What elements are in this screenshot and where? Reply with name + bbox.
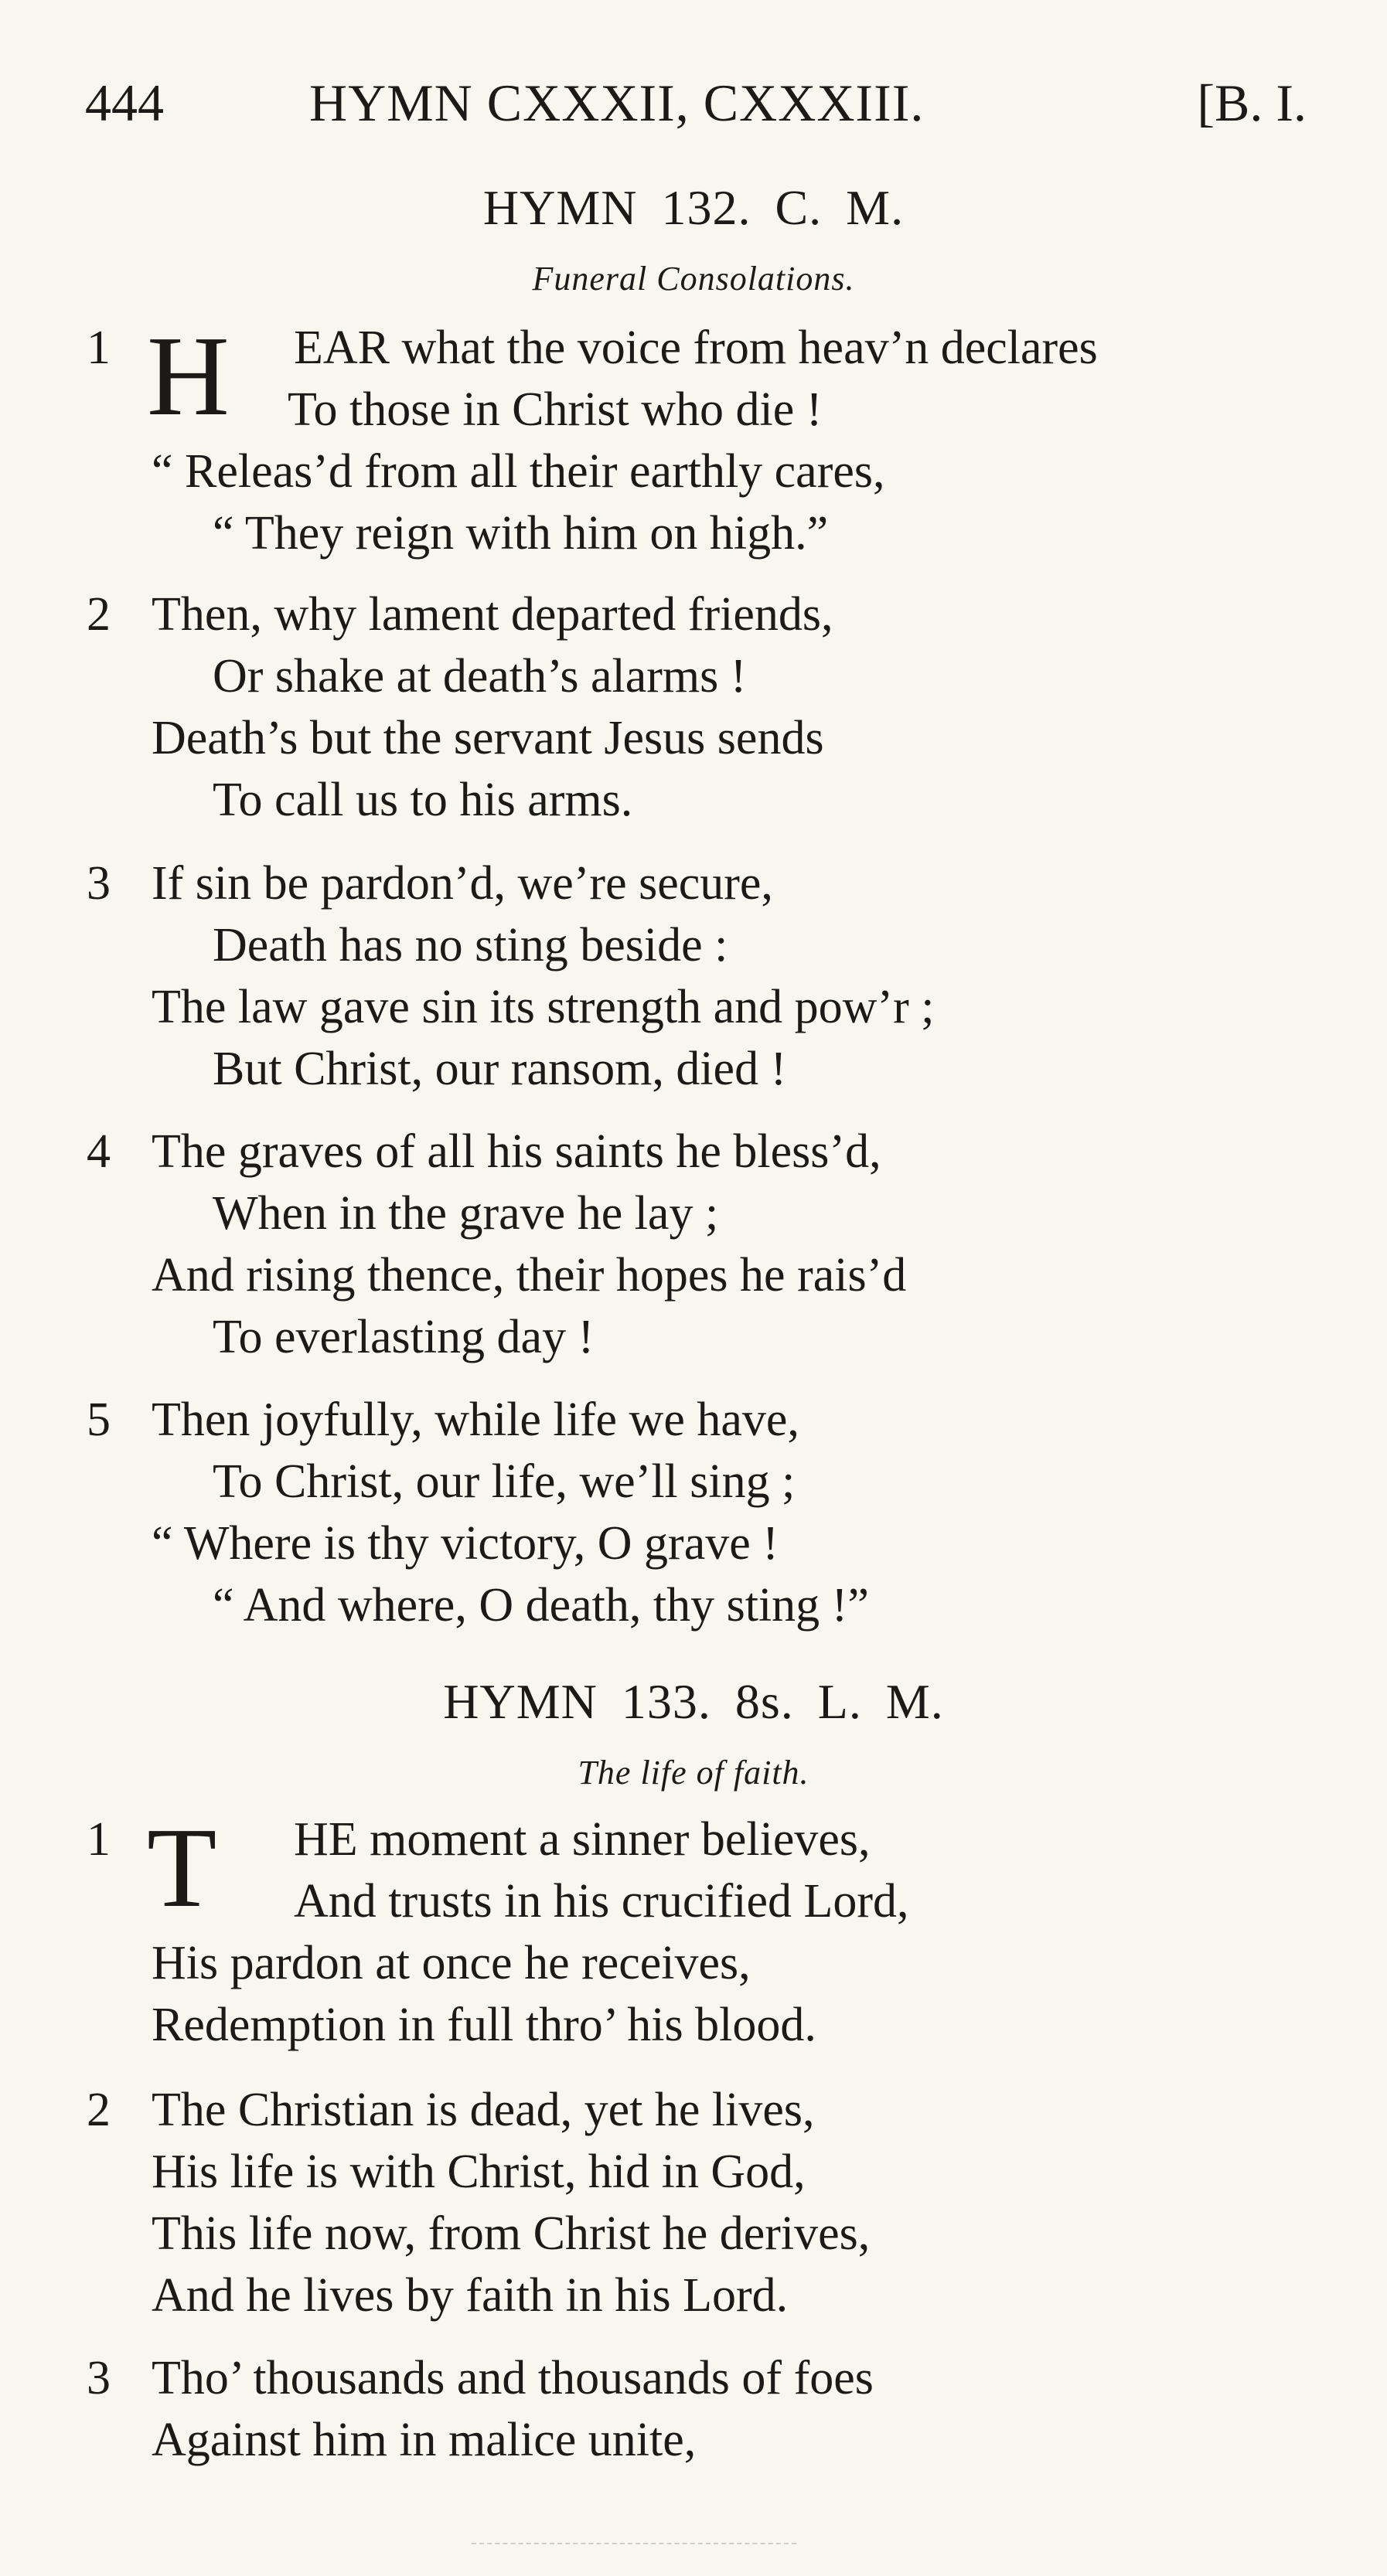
verse-line: If sin be pardon’d, we’re secure,: [152, 857, 773, 910]
verse-line: The graves of all his saints he bless’d,: [152, 1125, 881, 1178]
verse-number: 2: [87, 588, 111, 641]
verse-line: And trusts in his crucified Lord,: [294, 1875, 909, 1928]
verse-line: “ They reign with him on high.”: [213, 507, 829, 560]
print-smudge: [472, 2543, 796, 2547]
verse-line: But Christ, our ransom, died !: [213, 1043, 787, 1095]
verse-number: 3: [87, 2352, 111, 2404]
verse-number: 3: [87, 857, 111, 910]
verse-number: 5: [87, 1393, 111, 1446]
verse-line: “ And where, O death, thy sting !”: [213, 1579, 869, 1632]
verse-line: His life is with Christ, hid in God,: [152, 2146, 806, 2198]
verse-number: 1: [87, 1813, 111, 1866]
verse-number: 4: [87, 1125, 111, 1178]
verse-line: The Christian is dead, yet he lives,: [152, 2084, 815, 2136]
verse-line: Death’s but the servant Jesus sends: [152, 712, 824, 764]
verse-line: “ Where is thy victory, O grave !: [152, 1517, 779, 1570]
verse-line: Against him in malice unite,: [152, 2414, 697, 2466]
verse-line: Tho’ thousands and thousands of foes: [152, 2352, 874, 2404]
verse-number: 2: [87, 2084, 111, 2136]
verse-line: To everlasting day !: [213, 1311, 595, 1363]
verse-line: And rising thence, their hopes he rais’d: [152, 1249, 907, 1302]
hymn-133-subtitle: The life of faith.: [578, 1754, 809, 1792]
verse-line: HE moment a sinner believes,: [294, 1813, 871, 1866]
hymn-133-title: HYMN 133. 8s. L. M.: [443, 1674, 944, 1729]
verse-line: And he lives by faith in his Lord.: [152, 2269, 789, 2322]
verse-line: When in the grave he lay ;: [213, 1187, 719, 1240]
verse-line: The law gave sin its strength and pow’r ;: [152, 981, 935, 1033]
verse-line: To Christ, our life, we’ll sing ;: [213, 1455, 796, 1508]
drop-cap: H: [147, 313, 230, 440]
running-title: HYMN CXXXII, CXXXIII.: [309, 73, 925, 132]
running-header: [85, 68, 1307, 138]
hymn-132-subtitle: Funeral Consolations.: [532, 260, 855, 298]
verse-line: This life now, from Christ he derives,: [152, 2207, 871, 2260]
verse-line: Redemption in full thro’ his blood.: [152, 1999, 816, 2051]
verse-line: To those in Christ who die !: [288, 383, 823, 436]
verse-line: Then, why lament departed friends,: [152, 588, 833, 641]
verse-line: To call us to his arms.: [213, 774, 633, 826]
verse-line: Then joyfully, while life we have,: [152, 1393, 799, 1446]
verse-number: 1: [87, 322, 111, 374]
book-marker: [B. I.: [1197, 73, 1307, 132]
page-number: 444: [85, 73, 164, 132]
verse-line: EAR what the voice from heav’n declares: [294, 322, 1098, 374]
verse-line: Death has no sting beside :: [213, 919, 728, 972]
verse-line: His pardon at once he receives,: [152, 1937, 751, 1989]
verse-line: Or shake at death’s alarms !: [213, 650, 747, 703]
hymn-132-title: HYMN 132. C. M.: [482, 180, 905, 235]
verse-line: “ Releas’d from all their earthly cares,: [152, 445, 885, 498]
drop-cap: T: [147, 1805, 217, 1931]
